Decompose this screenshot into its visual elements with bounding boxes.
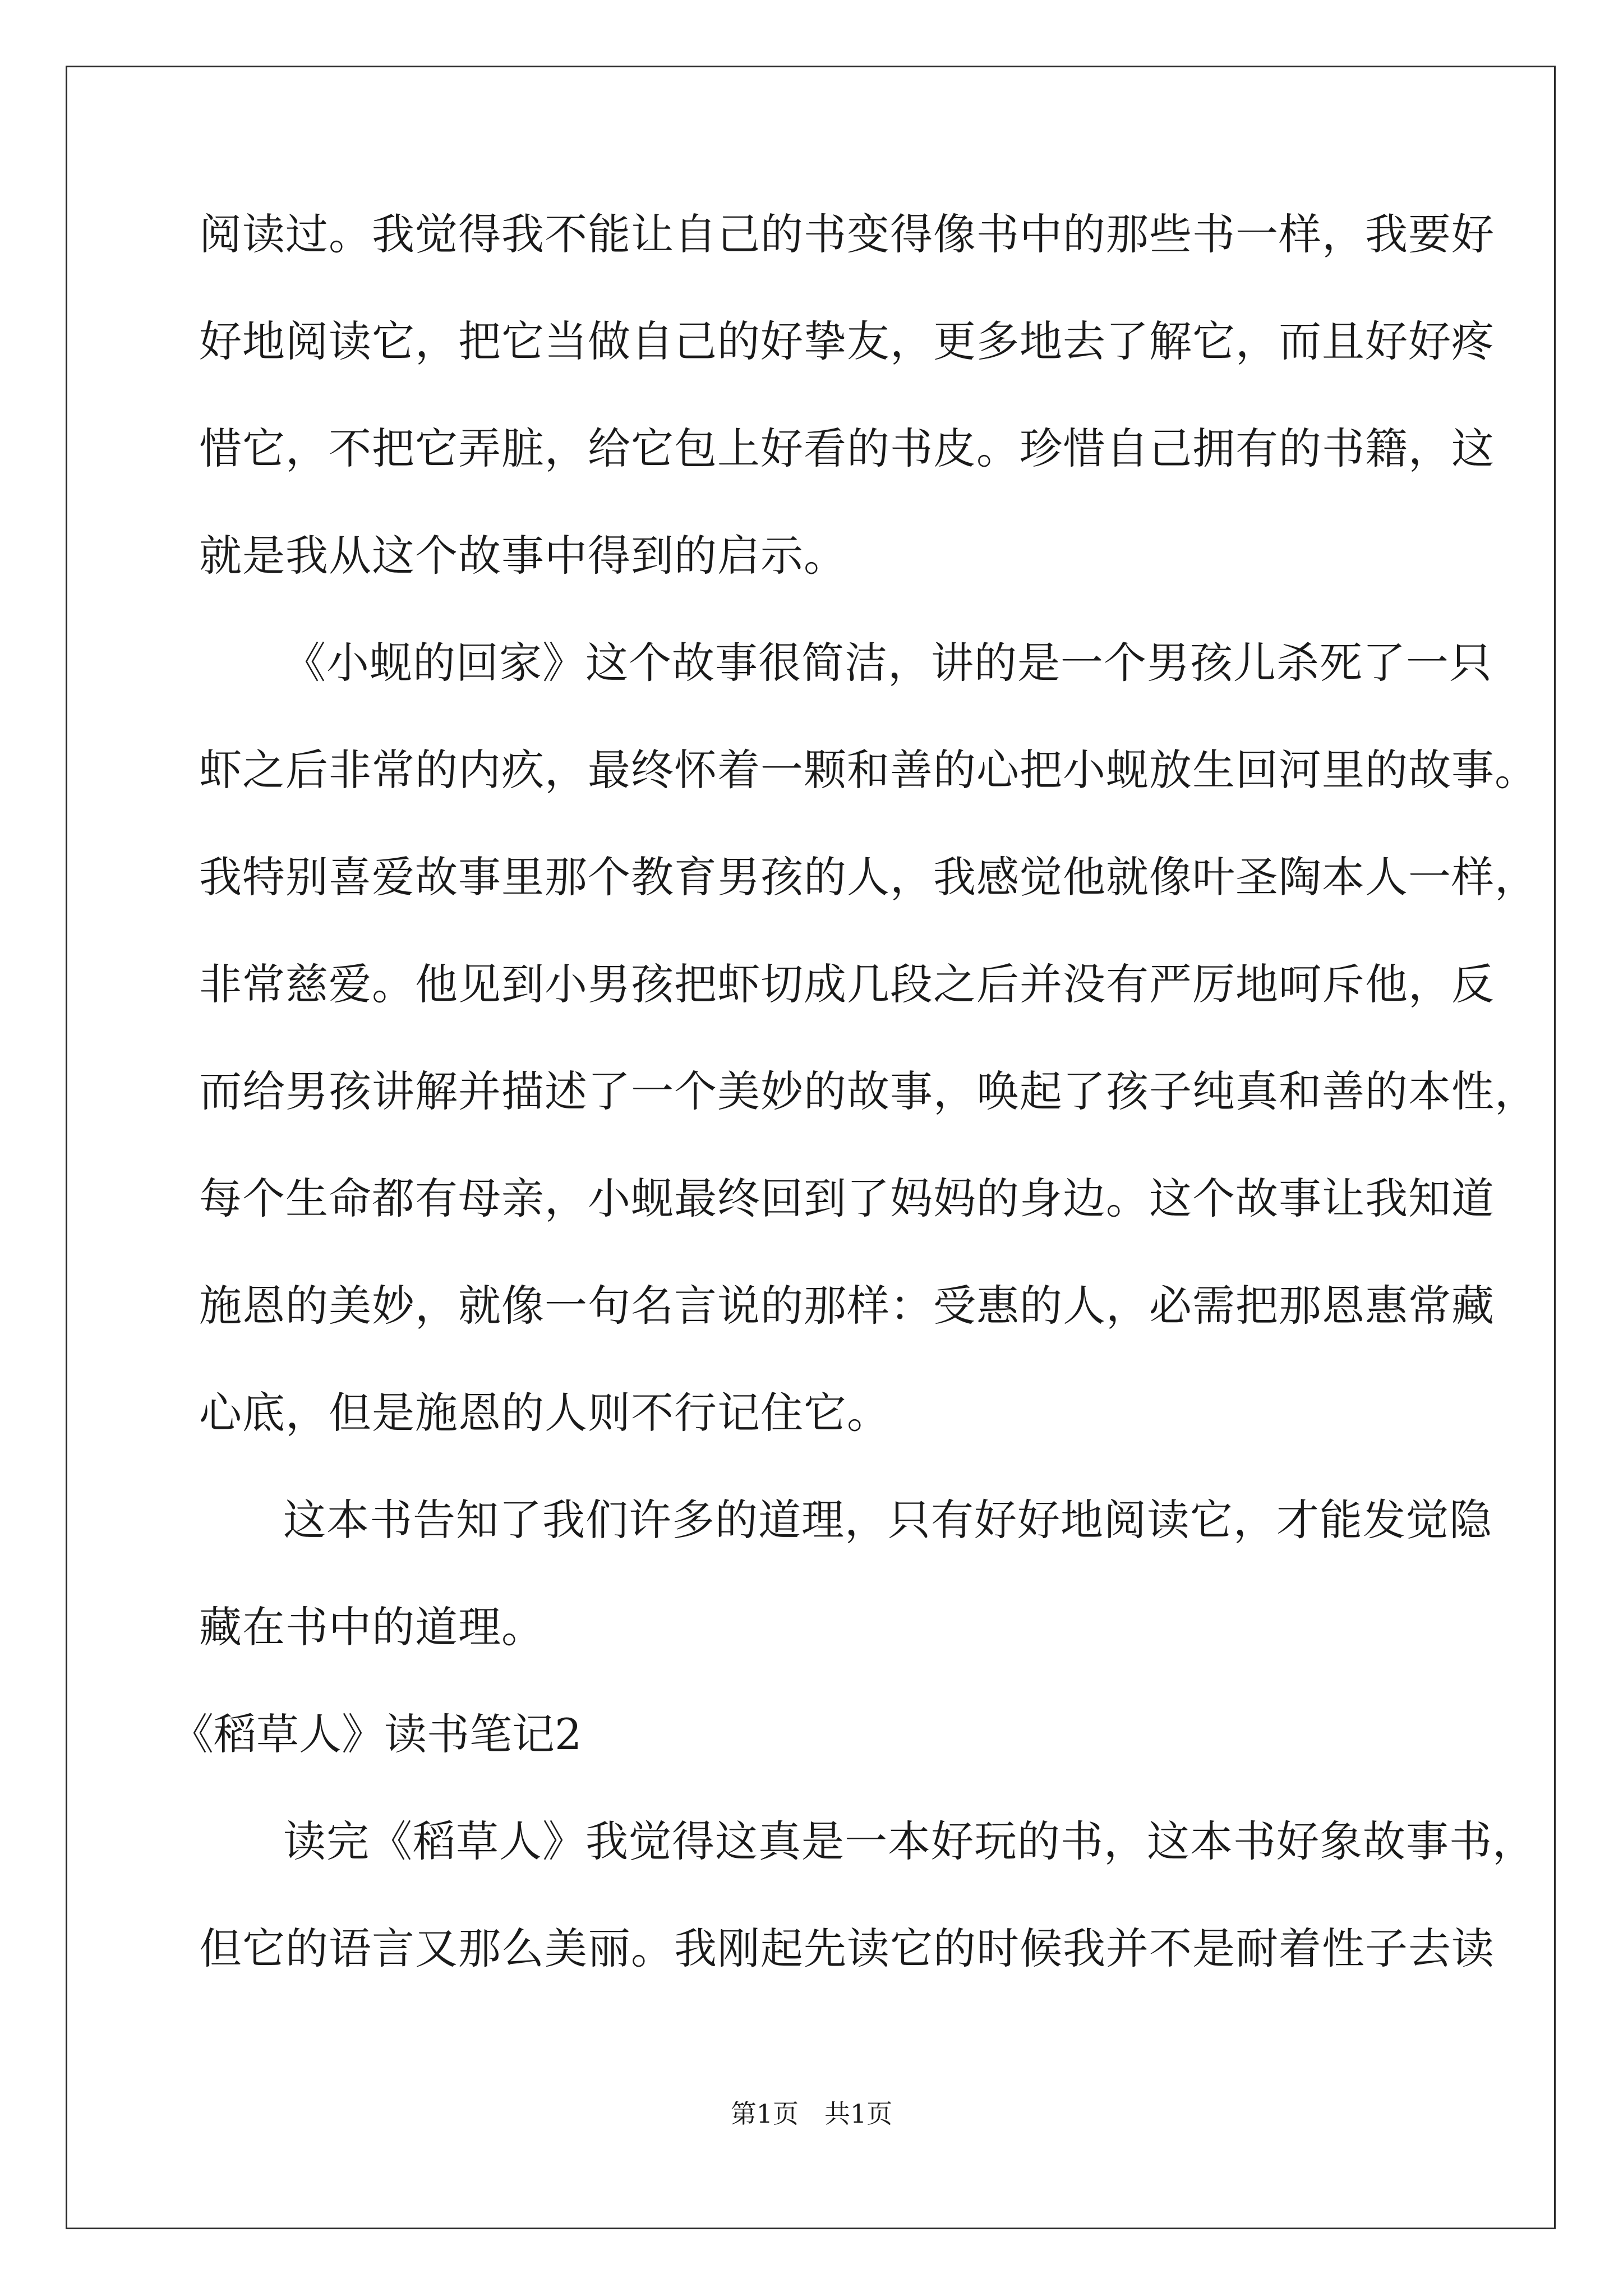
paragraph-line: 心底，但是施恩的人则不行记住它。: [199, 1388, 890, 1438]
paragraph-line: 每个生命都有母亲，小蚬最终回到了妈妈的身边。这个故事让我知道: [199, 1174, 1495, 1223]
paragraph-line: 读完《稻草人》我觉得这真是一本好玩的书，这本书好象故事书，: [283, 1816, 1536, 1866]
paragraph-line: 但它的语言又那么美丽。我刚起先读它的时候我并不是耐着性子去读: [199, 1924, 1495, 1973]
paragraph-line: 这本书告知了我们许多的道理，只有好好地阅读它，才能发觉隐: [283, 1495, 1492, 1545]
section-heading: 《稻草人》读书笔记2: [171, 1709, 582, 1759]
paragraph-line: 藏在书中的道理。: [199, 1602, 545, 1652]
paragraph-line: 就是我从这个故事中得到的启示。: [199, 531, 847, 581]
document-body: [171, 208, 1538, 2029]
page-number-footer: 第1页 共1页: [730, 2099, 893, 2129]
paragraph-line: 而给男孩讲解并描述了一个美妙的故事，唤起了孩子纯真和善的本性，: [199, 1066, 1538, 1116]
paragraph-line: 我特别喜爱故事里那个教育男孩的人，我感觉他就像叶圣陶本人一样，: [199, 852, 1538, 902]
paragraph-line: 非常慈爱。他见到小男孩把虾切成几段之后并没有严厉地呵斥他，反: [199, 959, 1495, 1009]
paragraph-line: 《小蚬的回家》这个故事很简洁，讲的是一个男孩儿杀死了一只: [283, 638, 1492, 688]
paragraph-line: 阅读过。我觉得我不能让自己的书变得像书中的那些书一样，我要好: [199, 209, 1495, 259]
paragraph-line: 惜它，不把它弄脏，给它包上好看的书皮。珍惜自己拥有的书籍，这: [199, 424, 1495, 473]
paragraph-line: 施恩的美妙，就像一句名言说的那样：受惠的人，必需把那恩惠常藏: [199, 1281, 1495, 1331]
paragraph-line: 虾之后非常的内疚，最终怀着一颗和善的心把小蚬放生回河里的故事。: [199, 745, 1538, 795]
paragraph-line: 好地阅读它，把它当做自己的好挚友，更多地去了解它，而且好好疼: [199, 316, 1495, 366]
